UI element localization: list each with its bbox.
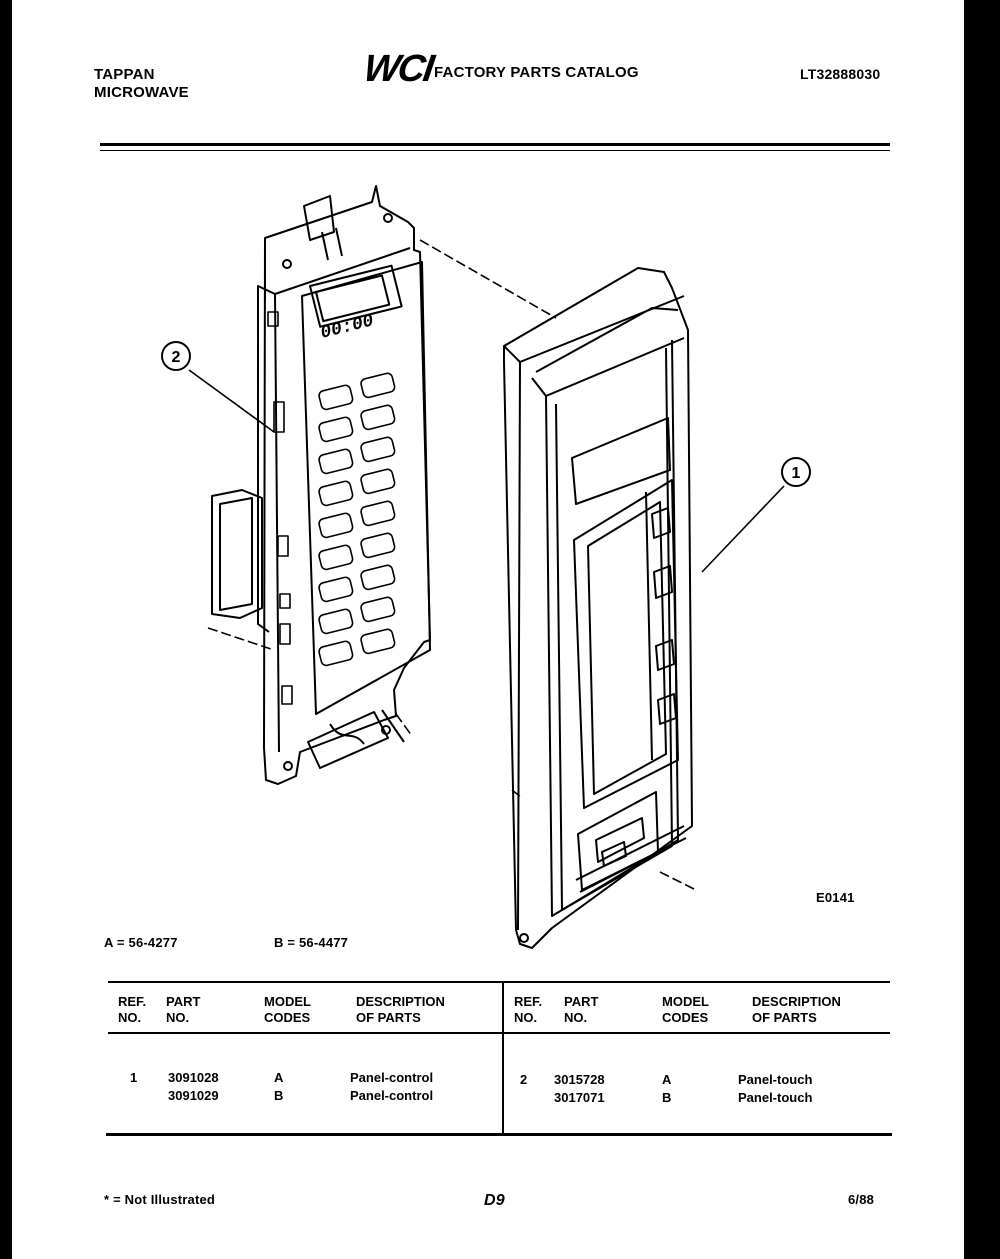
display-readout: 00:00 bbox=[318, 311, 376, 344]
col-header-part-right: PART NO. bbox=[564, 994, 599, 1025]
table-cell-code: B bbox=[274, 1088, 284, 1103]
col-header-model: MODEL CODES bbox=[264, 994, 311, 1025]
touch-key bbox=[360, 628, 396, 654]
catalog-title: FACTORY PARTS CATALOG bbox=[434, 64, 639, 81]
model-number: LT32888030 bbox=[800, 66, 881, 82]
touch-key bbox=[360, 436, 396, 462]
callout-2-bubble bbox=[162, 342, 190, 370]
wci-logo: WCI bbox=[361, 48, 435, 90]
touch-key bbox=[318, 512, 354, 538]
model-key-b: B = 56-4477 bbox=[274, 935, 349, 950]
touch-key bbox=[360, 532, 396, 558]
brand-line-1: TAPPAN bbox=[94, 66, 155, 83]
touch-key bbox=[318, 544, 354, 570]
table-cell-code: A bbox=[662, 1072, 672, 1087]
col-header-ref-right: REF. NO. bbox=[514, 994, 543, 1025]
table-header-rule bbox=[108, 1032, 890, 1034]
not-illustrated-note: * = Not Illustrated bbox=[104, 1192, 216, 1207]
touch-key bbox=[360, 372, 396, 398]
table-column-divider bbox=[502, 981, 504, 1133]
table-top-rule bbox=[108, 981, 890, 983]
table-cell-code: B bbox=[662, 1090, 672, 1105]
table-cell-part: 3015728 bbox=[554, 1072, 605, 1087]
touch-key bbox=[360, 564, 396, 590]
touch-key bbox=[318, 640, 354, 666]
col-header-ref: REF. NO. bbox=[118, 994, 147, 1025]
catalog-sheet bbox=[12, 0, 964, 1259]
col-header-part: PART NO. bbox=[166, 994, 201, 1025]
table-cell-description: Panel-control bbox=[350, 1088, 434, 1103]
touch-key bbox=[318, 576, 354, 602]
callout-2-label: 2 bbox=[171, 349, 181, 366]
col-header-model-right: MODEL CODES bbox=[662, 994, 709, 1025]
table-cell-code: A bbox=[274, 1070, 284, 1085]
touch-key bbox=[360, 404, 396, 430]
touch-key bbox=[360, 468, 396, 494]
col-header-description-right: DESCRIPTION OF PARTS bbox=[752, 994, 841, 1025]
table-bottom-rule bbox=[106, 1133, 892, 1136]
table-cell-description: Panel-touch bbox=[738, 1090, 813, 1105]
touch-key bbox=[318, 448, 354, 474]
catalog-date: 6/88 bbox=[848, 1192, 875, 1207]
exploded-parts-diagram bbox=[12, 0, 964, 1259]
left-ref-no: 1 bbox=[130, 1070, 138, 1085]
table-cell-description: Panel-touch bbox=[738, 1072, 813, 1087]
touch-key bbox=[360, 596, 396, 622]
callout-1-bubble bbox=[782, 458, 810, 486]
table-cell-part: 3091028 bbox=[168, 1070, 219, 1085]
brand-line-2: MICROWAVE bbox=[94, 84, 189, 101]
model-key-a: A = 56-4277 bbox=[104, 935, 178, 950]
panel-control-part bbox=[504, 268, 692, 948]
table-cell-description: Panel-control bbox=[350, 1070, 434, 1085]
diagram-code: E0141 bbox=[816, 890, 855, 905]
panel-touch-part bbox=[212, 186, 430, 784]
touch-key bbox=[318, 608, 354, 634]
page-number: D9 bbox=[484, 1192, 505, 1209]
right-ref-no: 2 bbox=[520, 1072, 528, 1087]
touch-key bbox=[318, 416, 354, 442]
col-header-description: DESCRIPTION OF PARTS bbox=[356, 994, 445, 1025]
callout-1-label: 1 bbox=[791, 465, 801, 482]
touch-key bbox=[360, 500, 396, 526]
table-cell-part: 3091029 bbox=[168, 1088, 219, 1103]
touch-key bbox=[318, 384, 354, 410]
table-cell-part: 3017071 bbox=[554, 1090, 605, 1105]
touch-key bbox=[318, 480, 354, 506]
